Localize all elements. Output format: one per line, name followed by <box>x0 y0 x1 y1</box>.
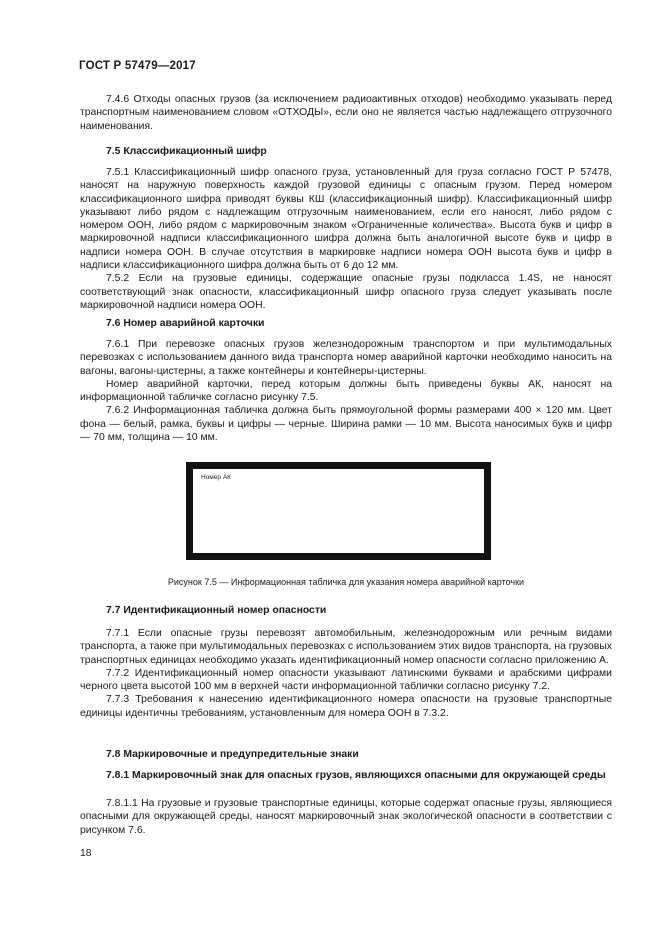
plate-label: Номер АК <box>201 474 231 481</box>
paragraph-7-5-2: 7.5.2 Если на грузовые единицы, содержащие опасные грузы подкласса 1.4S, не наносят соответствующий знак опасности, классификационный шифр опасного груза следует указывать после маркировочной надписи номера ООН. <box>80 273 612 311</box>
page-number: 18 <box>80 848 92 859</box>
paragraph-7-4-6 <box>80 93 612 133</box>
paragraph-7-8-1-1: 7.8.1.1 На грузовые и грузовые транспортные единицы, которые содержат опасные грузы, являющиеся опасными для окружающей среды, наносят маркировочный знак экологической опасности в соответствии с рисунком 7.6. <box>80 798 612 836</box>
section-heading-7-5: 7.5 Классификационный шифр <box>106 146 267 157</box>
paragraph-7-7-2: 7.7.2 Идентификационный номер опасности указывают латинскими буквами и арабскими цифрами черного цвета высотой 100 мм в верхней части информационной таблички согласно рисунку 7.2. <box>80 667 612 693</box>
paragraph-7-6-1: 7.6.1 При перевозке опасных грузов железнодорожным транспортом и при мультимодальных перевозках с использованием данного вида транспорта номер аварийной карточки необходимо наносить на вагоны, вагоны-цистерны, а также контейнеры и контейнеры-цистерны. <box>80 339 612 377</box>
section-heading-7-6: 7.6 Номер аварийной карточки <box>106 318 265 329</box>
document-header-code: ГОСТ Р 57479—2017 <box>79 60 196 72</box>
section-7-8-body <box>80 797 612 837</box>
section-7-5-body <box>80 166 612 312</box>
subsection-heading-7-8-1: 7.8.1 Маркировочный знак для опасных грузов, являющихся опасными для окружающей среды <box>106 770 606 781</box>
section-heading-7-7: 7.7 Идентификационный номер опасности <box>106 605 327 616</box>
section-heading-7-8: 7.8 Маркировочные и предупредительные знаки <box>106 749 359 760</box>
paragraph-7-5-1: 7.5.1 Классификационный шифр опасного груза, установленный для груза согласно ГОСТ Р 57478, наносят на наружную поверхность каждой грузовой единицы с опасным грузом. Перед номером классификационного шифра приводят буквы КШ (классификационный шифр). Классификационный шифр указывают либо рядом с надлежащим отгрузочным наименованием, если его наносят, либо рядом с номером ООН, либо рядом с маркировочным знаком «Ограниченные количества». Высота букв и цифр в маркировочной надписи классификационного шифра должна быть аналогичной высоте букв и цифр в надписи номера ООН. В случае отсутствия в маркировке надписи номера ООН высота букв и цифр в надписи классификационного шифра должна быть от 6 до 12 мм. <box>80 167 612 272</box>
paragraph-7-7-1: 7.7.1 Если опасные грузы перевозят автомобильным, железнодорожным или речным видами транспорта, а также при мультимодальных перевозках с использованием этих видов транспорта, на грузовых транспортных единицах необходимо указать идентификационный номер опасности согласно приложению А. <box>80 628 612 666</box>
paragraph-text: 7.4.6 Отходы опасных грузов (за исключением радиоактивных отходов) необходимо указывать перед транспортным наименованием словом «ОТХОДЫ», если оно не является частью надлежащего отгрузочного наименования. <box>80 94 612 132</box>
section-7-7-body <box>80 627 612 720</box>
section-7-6-body <box>80 338 612 444</box>
information-plate-figure <box>186 462 491 560</box>
paragraph-7-7-3: 7.7.3 Требования к нанесению идентификационного номера опасности на грузовые транспортные единицы идентичны требованиям, установленным для номера ООН в 7.3.2. <box>80 694 612 719</box>
figure-caption: Рисунок 7.5 — Информационная табличка для указания номера аварийной карточки <box>167 577 525 587</box>
paragraph-7-6-1-cont: Номер аварийной карточки, перед которым должны быть приведены буквы АК, наносят на информационной табличке согласно рисунку 7.5. <box>80 378 612 404</box>
paragraph-7-6-2: 7.6.2 Информационная табличка должна быть прямоугольной формы размерами 400 × 120 мм. Цвет фона — белый, рамка, буквы и цифры — черные. Ширина рамки — 10 мм. Высота наносимых букв и цифр — 70 мм, толщина — 10 мм. <box>80 405 612 444</box>
